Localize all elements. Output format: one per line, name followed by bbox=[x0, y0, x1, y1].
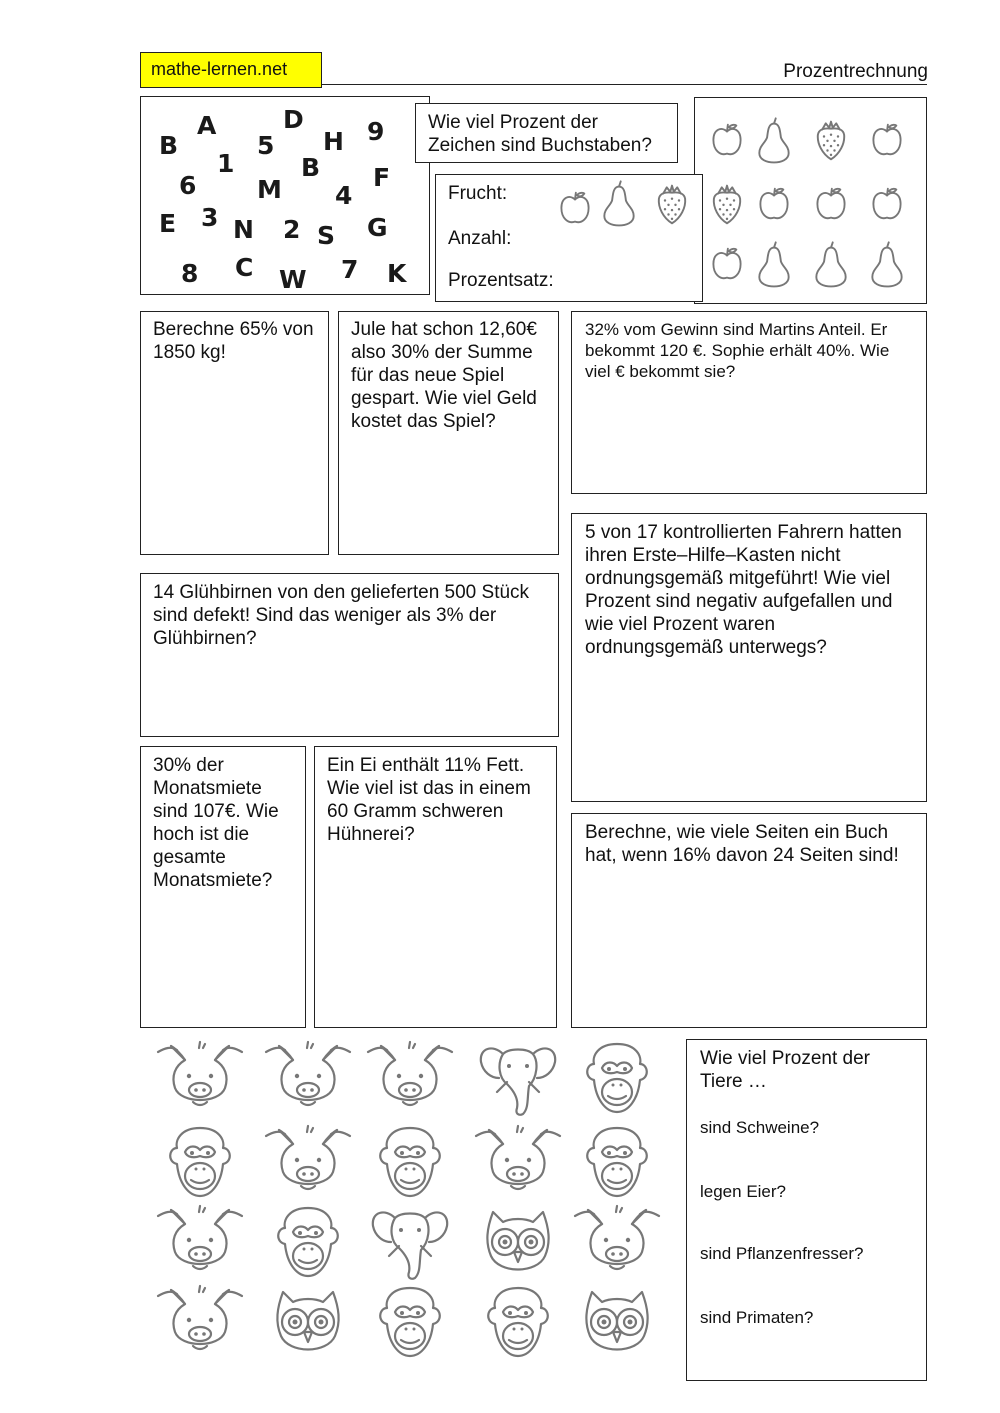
apple-icon bbox=[710, 121, 744, 159]
character: W bbox=[279, 265, 307, 294]
pig-icon bbox=[263, 1038, 353, 1118]
page-title: Prozentrechnung bbox=[783, 61, 928, 82]
pig-icon bbox=[263, 1122, 353, 1202]
task-book-pages bbox=[571, 813, 927, 1028]
apple-icon bbox=[710, 245, 744, 283]
task-text: Berechne, wie viele Seiten ein Buch hat, wenn 16% davon 24 Seiten sind! bbox=[585, 822, 899, 866]
characters-box bbox=[140, 96, 430, 295]
apple-icon bbox=[814, 185, 848, 223]
fruit-answer-box bbox=[435, 174, 703, 302]
header-rule bbox=[322, 84, 927, 85]
pig-icon bbox=[155, 1038, 245, 1118]
owl-icon bbox=[572, 1282, 662, 1362]
character: M bbox=[257, 175, 282, 204]
task-monthly-rent bbox=[140, 746, 306, 1028]
animals-question-primates: sind Primaten? bbox=[700, 1308, 814, 1327]
monkey-icon bbox=[572, 1038, 662, 1118]
character: B bbox=[159, 131, 179, 160]
characters-question bbox=[415, 103, 678, 163]
animals-question-eggs: legen Eier? bbox=[700, 1182, 787, 1201]
character: F bbox=[373, 163, 391, 192]
character: B bbox=[301, 153, 321, 182]
monkey-icon bbox=[263, 1202, 353, 1282]
site-logo bbox=[140, 52, 322, 88]
character: C bbox=[235, 253, 254, 282]
character: H bbox=[323, 127, 344, 156]
anzahl-label: Anzahl: bbox=[448, 228, 512, 249]
character: E bbox=[159, 209, 177, 238]
task-text: 14 Glühbirnen von den gelieferten 500 Stück sind defekt! Sind das weniger als 3% der Glühbirnen? bbox=[153, 582, 530, 649]
strawberry-icon bbox=[654, 183, 690, 225]
strawberry-icon bbox=[709, 183, 745, 225]
prozentsatz-label: Prozentsatz: bbox=[448, 270, 554, 291]
character: 1 bbox=[217, 149, 235, 178]
pig-icon bbox=[572, 1202, 662, 1282]
task-text: Berechne 65% von 1850 kg! bbox=[153, 319, 314, 363]
animals-question-pigs: sind Schweine? bbox=[700, 1118, 820, 1137]
pear-icon bbox=[812, 240, 850, 288]
character: 6 bbox=[179, 171, 197, 200]
pig-icon bbox=[473, 1122, 563, 1202]
apple-icon bbox=[870, 185, 904, 223]
site-logo-text: mathe-lernen.net bbox=[151, 59, 288, 79]
character: D bbox=[283, 105, 304, 134]
task-first-aid-kits bbox=[571, 513, 927, 802]
characters-question-line1: Wie viel Prozent der bbox=[428, 112, 599, 133]
monkey-icon bbox=[365, 1122, 455, 1202]
pig-icon bbox=[155, 1282, 245, 1362]
owl-icon bbox=[473, 1202, 563, 1282]
task-percent-of-weight bbox=[140, 311, 329, 555]
animals-question-herbivores: sind Pflanzenfresser? bbox=[700, 1244, 864, 1263]
characters-question-line2: Zeichen sind Buchstaben? bbox=[428, 135, 652, 156]
character: 4 bbox=[335, 181, 353, 210]
pear-icon bbox=[755, 240, 793, 288]
character: G bbox=[367, 213, 388, 242]
apple-icon bbox=[870, 121, 904, 159]
character: 9 bbox=[367, 117, 385, 146]
elephant-icon bbox=[365, 1202, 455, 1282]
task-text: 30% der Monatsmiete sind 107€. Wie hoch ist die gesamte Monatsmiete? bbox=[153, 755, 279, 891]
character: 3 bbox=[201, 203, 219, 232]
apple-icon bbox=[757, 185, 791, 223]
pig-icon bbox=[155, 1202, 245, 1282]
pig-icon bbox=[365, 1038, 455, 1118]
monkey-icon bbox=[365, 1282, 455, 1362]
character: 8 bbox=[181, 259, 199, 288]
owl-icon bbox=[263, 1282, 353, 1362]
task-light-bulbs bbox=[140, 573, 559, 737]
character: 7 bbox=[341, 255, 359, 284]
task-text: 5 von 17 kontrollierten Fahrern hatten ihren Erste–Hilfe–Kasten nicht ordnungsgemäß mitgeführt! Wie viel Prozent sind negativ aufgefallen und wie viel Prozent waren ordnungsgemäß unterwegs? bbox=[585, 522, 902, 658]
monkey-icon bbox=[155, 1122, 245, 1202]
monkey-icon bbox=[572, 1122, 662, 1202]
character: K bbox=[387, 259, 407, 288]
animals-question-box bbox=[686, 1039, 927, 1381]
strawberry-icon bbox=[813, 119, 849, 161]
task-profit-share bbox=[571, 311, 927, 494]
task-egg-fat bbox=[314, 746, 557, 1028]
character: A bbox=[197, 111, 217, 140]
animals-question-title: Wie viel Prozent der Tiere … bbox=[700, 1048, 871, 1092]
pear-icon bbox=[755, 116, 793, 164]
task-game-savings bbox=[338, 311, 559, 555]
apple-icon bbox=[558, 189, 592, 227]
character: 5 bbox=[257, 131, 275, 160]
character: N bbox=[233, 215, 254, 244]
pear-icon bbox=[600, 179, 638, 227]
character: 2 bbox=[283, 215, 301, 244]
task-text: Jule hat schon 12,60€ also 30% der Summe für das neue Spiel gespart. Wie viel Geld kostet das Spiel? bbox=[351, 319, 537, 432]
pear-icon bbox=[868, 240, 906, 288]
task-text: Ein Ei enthält 11% Fett. Wie viel ist das in einem 60 Gramm schweren Hühnerei? bbox=[327, 755, 531, 845]
character: S bbox=[317, 221, 336, 250]
frucht-label: Frucht: bbox=[448, 183, 508, 204]
task-text: 32% vom Gewinn sind Martins Anteil. Er bekommt 120 €. Sophie erhält 40%. Wie viel € bekommt sie? bbox=[585, 320, 890, 381]
elephant-icon bbox=[473, 1038, 563, 1118]
monkey-icon bbox=[473, 1282, 563, 1362]
